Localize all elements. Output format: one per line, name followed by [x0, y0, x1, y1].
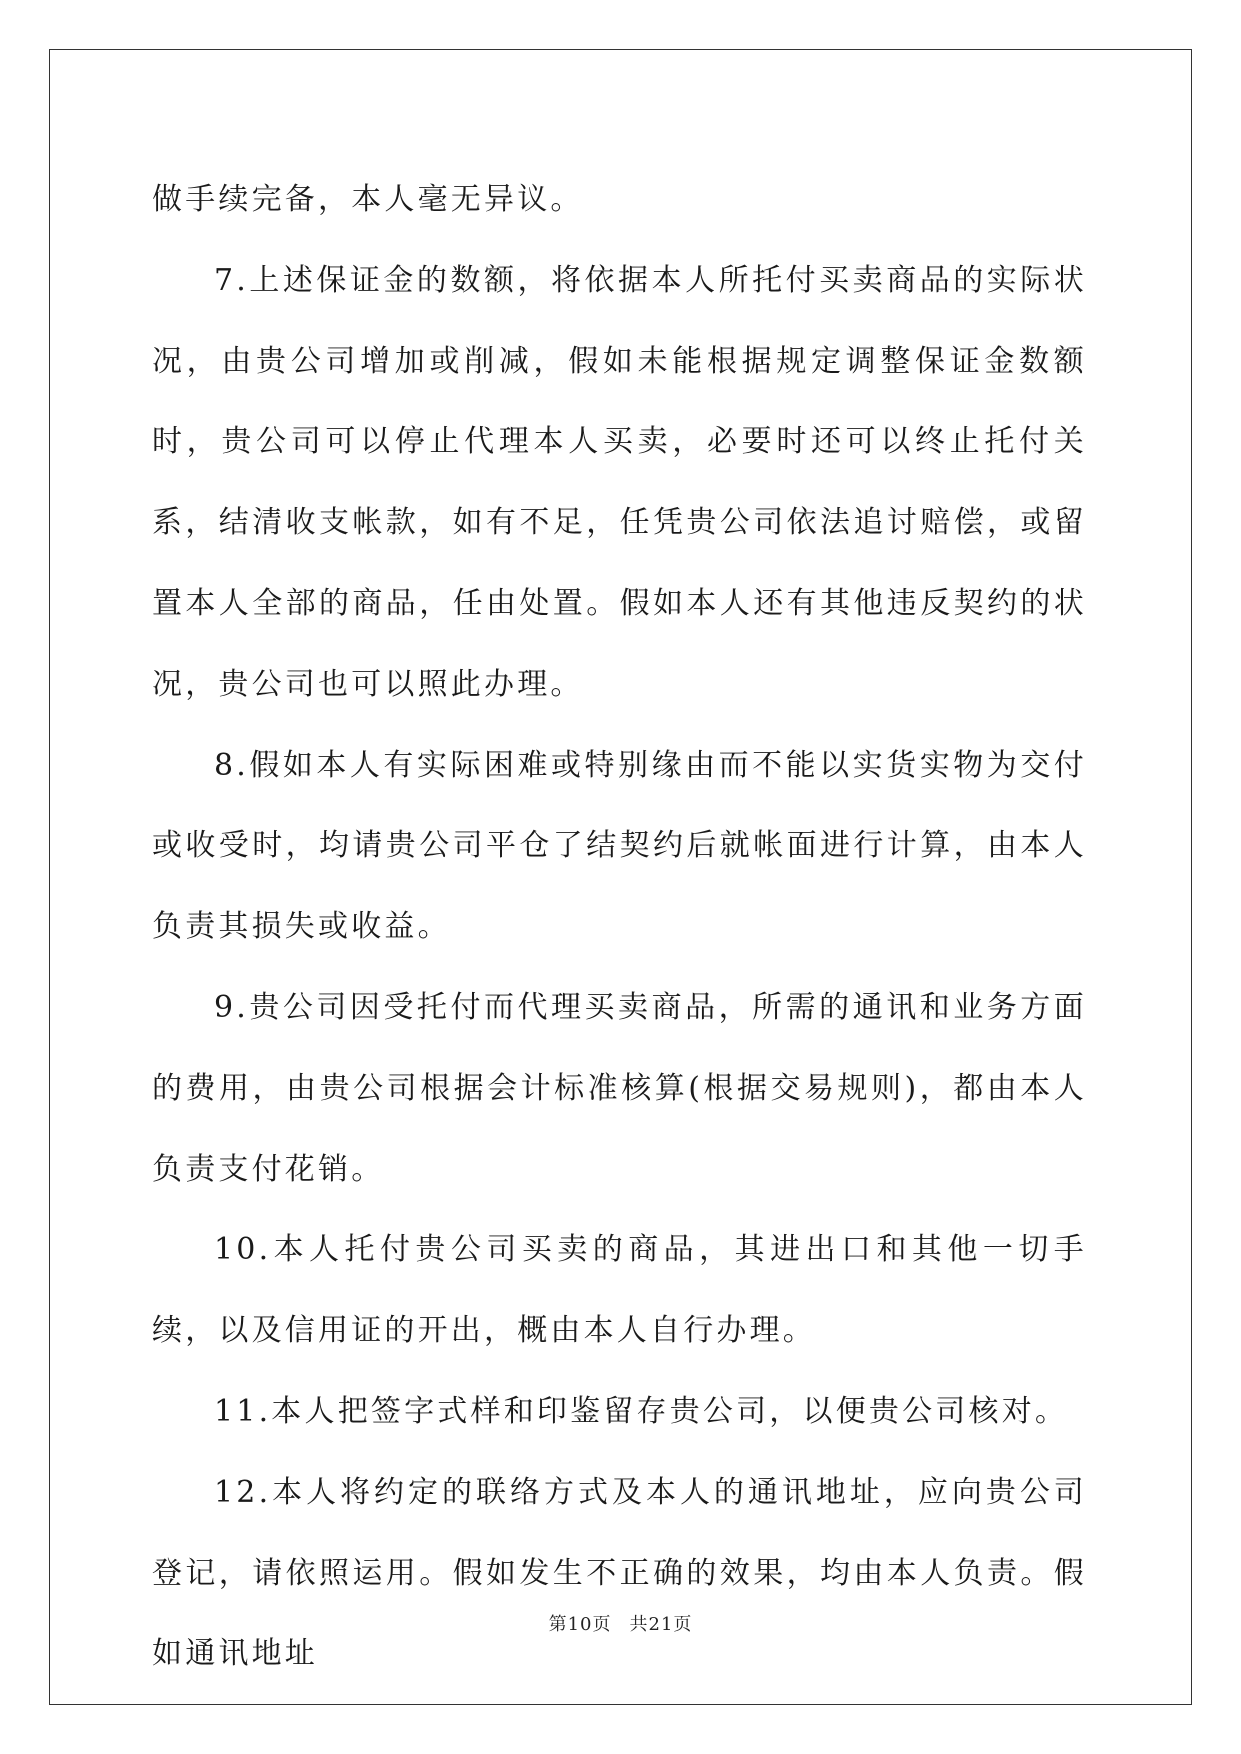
paragraph-item-7: 7.上述保证金的数额，将依据本人所托付买卖商品的实际状况，由贵公司增加或削减，假如未能根据规定调整保证金数额时，贵公司可以停止代理本人买卖，必要时还可以终止托付关系，结清收支帐款，如有不足，任凭贵公司依法追讨赔偿，或留置本人全部的商品，任由处置。假如本人还有其他违反契约的状况，贵公司也可以照此办理。	[152, 262, 1087, 702]
paragraph-item-12: 12.本人将约定的联络方式及本人的通讯地址，应向贵公司登记，请依照运用。假如发生不正确的效果，均由本人负责。假如通讯地址	[152, 1474, 1087, 1672]
page-footer	[0, 1610, 1241, 1636]
total-label-prefix: 共	[629, 1614, 649, 1635]
paragraph-item-11: 11.本人把签字式样和印鉴留存贵公司，以便贵公司核对。	[214, 1393, 1069, 1429]
page-label-prefix: 第	[548, 1614, 568, 1635]
document-body	[152, 160, 1087, 1695]
total-pages: 21	[648, 1614, 674, 1635]
page-label-suffix: 页	[592, 1614, 612, 1635]
paragraph-continuation: 做手续完备，本人毫无异议。	[152, 182, 584, 217]
total-label-suffix: 页	[673, 1614, 693, 1635]
paragraph-item-9: 9.贵公司因受托付而代理买卖商品，所需的通讯和业务方面的费用，由贵公司根据会计标准核算(根据交易规则)，都由本人负责支付花销。	[152, 989, 1087, 1187]
paragraph-item-10: 10.本人托付贵公司买卖的商品，其进出口和其他一切手续，以及信用证的开出，概由本人自行办理。	[152, 1232, 1087, 1349]
paragraph-item-8: 8.假如本人有实际困难或特别缘由而不能以实货实物为交付或收受时，均请贵公司平仓了结契约后就帐面进行计算，由本人负责其损失或收益。	[152, 747, 1087, 945]
page-number: 10	[567, 1614, 593, 1635]
